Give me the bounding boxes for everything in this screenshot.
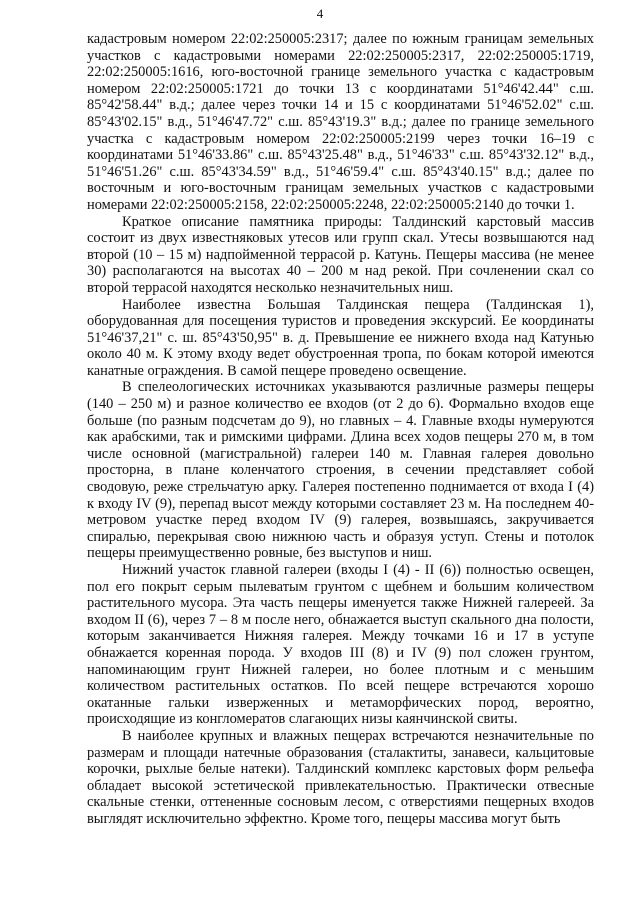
paragraph-big-cave: Наиболее известна Большая Талдинская пещера (Талдинская 1), оборудованная для посещения туристов и проведения экскурсий. Ее координаты 51°46'37,21" с. ш. 85°43'50,95" в. д. Превышение ее нижнего входа над Катунью около 40 м. К этому входу ведет обустроенная тропа, по бокам которой имеются канатные ограждения. В самой пещере проведено освещение.	[87, 296, 594, 379]
paragraph-lower-gallery: Нижний участок главной галереи (входы I (4) - II (6)) полностью освещен, пол его покрыт серым пылеватым грунтом с щебнем и большим количеством растительного мусора. Эта часть пещеры именуется также Нижней галереей. За входом II (6), через 7 – 8 м после него, обнажается выступ скального дна полости, которым заканчивается Нижняя галерея. Между точками 16 и 17 в уступе обнажается коренная порода. У входов III (8) и IV (9) пол сложен грунтом, напоминающим грунт Нижней галереи, но более плотным и с меньшим количеством растительных остатков. По всей пещере встречаются хорошо окатанные гальки изверженных и метаморфических пород, вероятно, происходящие из конгломератов слагающих низы каянчинской свиты.	[87, 562, 594, 728]
page-number: 4	[316, 6, 324, 21]
paragraph-boundary-description: кадастровым номером 22:02:250005:2317; далее по южным границам земельных участков с кадастровыми номерами 22:02:250005:2317, 22:02:250005:1719, 22:02:250005:1616, юго-восточной границе земельного участка с кадастровым номером 22:02:250005:1721 до точки 13 с координатами 51°46'42.44" с.ш. 85°42'58.44" в.д.; далее через точки 14 и 15 с координатами 51°46'52.02" с.ш. 85°43'02.15" в.д., 51°46'47.72" с.ш. 85°43'19.3" в.д.; далее по границе земельного участка с кадастровым номером 22:02:250005:2199 через точки 16–19 с координатами 51°46'33.86" с.ш. 85°43'25.48" в.д., 51°46'33" с.ш. 85°43'32.12" в.д., 51°46'51.26" с.ш. 85°43'34.59" в.д., 51°46'59.4" с.ш. 85°43'40.15" в.д.; далее по восточным и юго-восточным границам земельных участков с кадастровыми номерами 22:02:250005:2158, 22:02:250005:2248, 22:02:250005:2140 до точки 1.	[87, 31, 594, 213]
paragraph-formations: В наиболее крупных и влажных пещерах встречаются незначительные по размерам и площади натечные образования (сталактиты, занавеси, кальцитовые корочки, рыхлые белые натеки). Талдинский комплекс карстовых форм рельефа обладает высокой эстетической привлекательностью. Практически отвесные скальные стенки, оттененные сосновым лесом, с отверстиями пещерных входов выглядят исключительно эффектно. Кроме того, пещеры массива могут быть	[87, 727, 594, 827]
paragraph-cave-dimensions: В спелеологических источниках указываются различные размеры пещеры (140 – 250 м) и разное количество ее входов (от 2 до 6). Формально входов еще больше (по разным подсчетам до 9), но главных – 4. Главные входы нумеруются как арабскими, так и римскими цифрами. Длина всех ходов пещеры 270 м, в том числе основной (магистральной) галереи 140 м. Главная галерея довольно просторна, в плане коленчатого строения, в сечении представляет собой сводовую, реже стрельчатую арку. Галерея постепенно поднимается от входа I (4) к входу IV (9), перепад высот между которыми составляет 23 м. На последнем 40-метровом участке перед входом IV (9) галерея, возвышаясь, закручивается спиралью, перекрывая свою нижнюю часть и образуя уступ. Стены и потолок пещеры преимущественно ровные, без выступов и ниш.	[87, 379, 594, 562]
paragraph-brief-description: Краткое описание памятника природы: Талдинский карстовый массив состоит из двух известняковых утесов или групп скал. Утесы возвышаются над второй (10 – 15 м) надпойменной террасой р. Катунь. Пещеры массива (не менее 30) располагаются на высотах 40 – 200 м над рекой. При сочленении скал со второй террасой находятся несколько незначительных ниш.	[87, 213, 594, 296]
document-body	[87, 31, 594, 828]
